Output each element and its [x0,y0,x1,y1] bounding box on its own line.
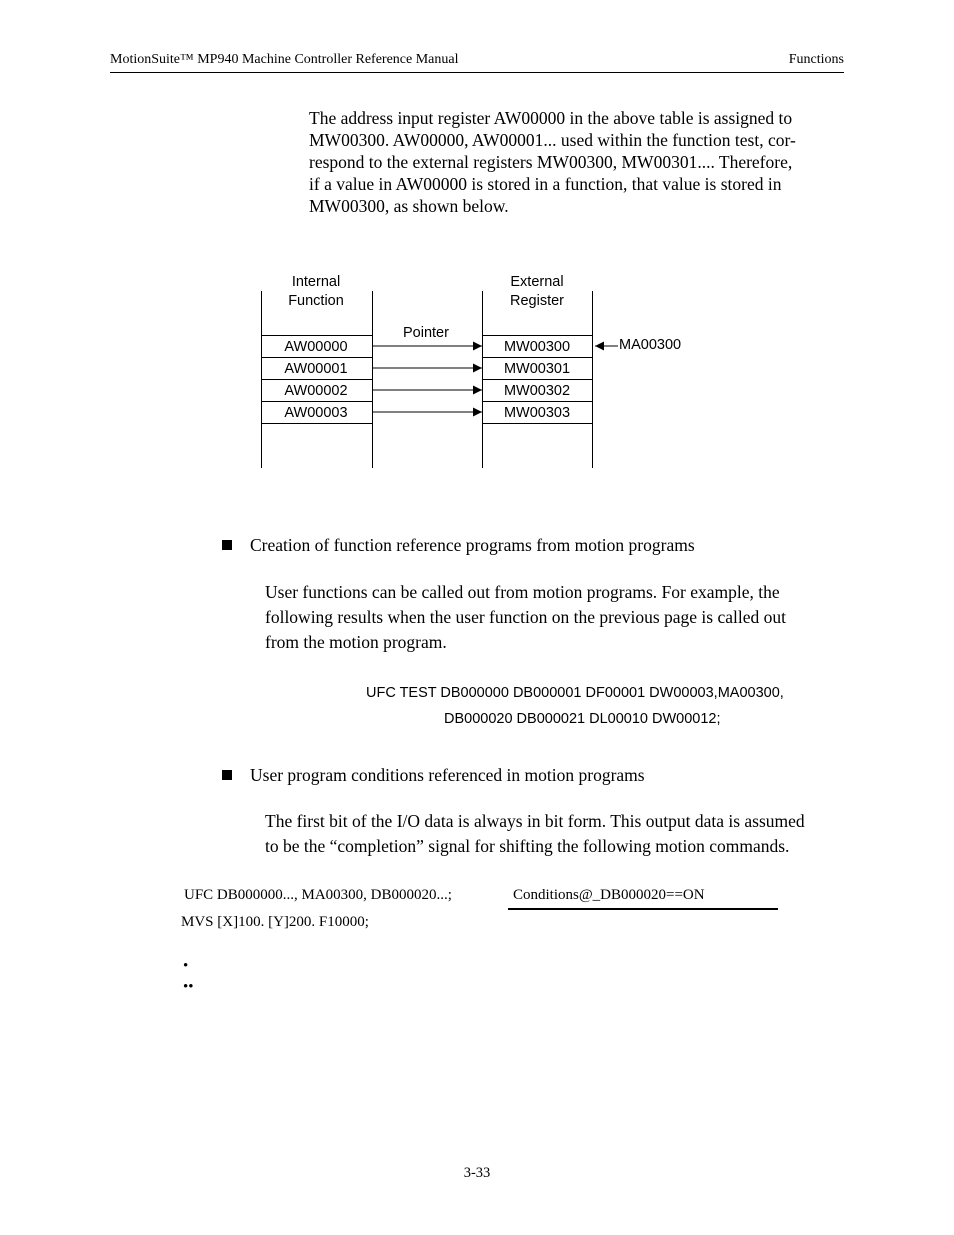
external-register: MW00301 [503,361,571,377]
diagram-lines [0,0,954,500]
section2-line: to be the “completion” signal for shifting the following motion commands. [265,836,790,856]
intro-line: The address input register AW00000 in the above table is assigned to [309,108,793,128]
running-header-section: Functions [788,52,844,67]
intro-line: if a value in AW00000 is stored in a function, that value is stored in [309,174,782,194]
bullet-square [222,770,232,780]
external-register: MW00303 [503,405,571,421]
intro-line: MW00300. AW00000, AW00001... used within the function test, cor- [309,130,796,150]
ellipsis-dot: • [183,958,189,974]
external-register-heading: External Register [510,274,564,309]
external-register: MW00302 [503,383,571,399]
section2-paragraph [265,809,805,859]
internal-function-heading: Internal Function [288,274,344,309]
internal-register: AW00000 [284,339,348,355]
mvs-example-line: MVS [X]100. [Y]200. F10000; [181,914,369,930]
pointer-diagram [0,0,954,500]
ufc-example-line: UFC DB000000..., MA00300, DB000020...; [184,887,452,903]
internal-register: AW00003 [284,405,348,421]
section1-line: following results when the user function on the previous page is called out [265,607,786,627]
external-register-list [482,336,592,424]
bullet-square [222,540,232,550]
running-header-title: MotionSuite™ MP940 Machine Controller Reference Manual [110,52,459,67]
condition-label: Conditions@_DB000020==ON [513,887,705,903]
section1-line: User functions can be called out from motion programs. For example, the [265,582,780,602]
section1-line: from the motion program. [265,632,447,652]
intro-line: respond to the external registers MW00300, MW00301.... Therefore, [309,152,793,172]
pointer-label: Pointer [403,325,449,341]
section-heading-user-program-conditions: User program conditions referenced in motion programs [250,765,645,785]
section1-paragraph [265,580,786,655]
internal-register: AW00001 [284,361,348,377]
intro-line: MW00300, as shown below. [309,196,509,216]
page-number: 3-33 [463,1165,491,1181]
internal-register: AW00002 [284,383,348,399]
ellipsis-dots: •• [183,979,194,995]
section-heading-function-reference: Creation of function reference programs from motion programs [250,535,695,555]
ma-label: MA00300 [619,337,682,353]
external-register: MW00300 [503,339,571,355]
condition-underline [508,908,778,910]
internal-register-list [261,336,371,424]
ufc-code-line-1: UFC TEST DB000000 DB000001 DF00001 DW00003,MA00300, [366,685,784,701]
section2-line: The first bit of the I/O data is always in bit form. This output data is assumed [265,811,805,831]
ufc-code-line-2: DB000020 DB000021 DL00010 DW00012; [444,711,721,727]
